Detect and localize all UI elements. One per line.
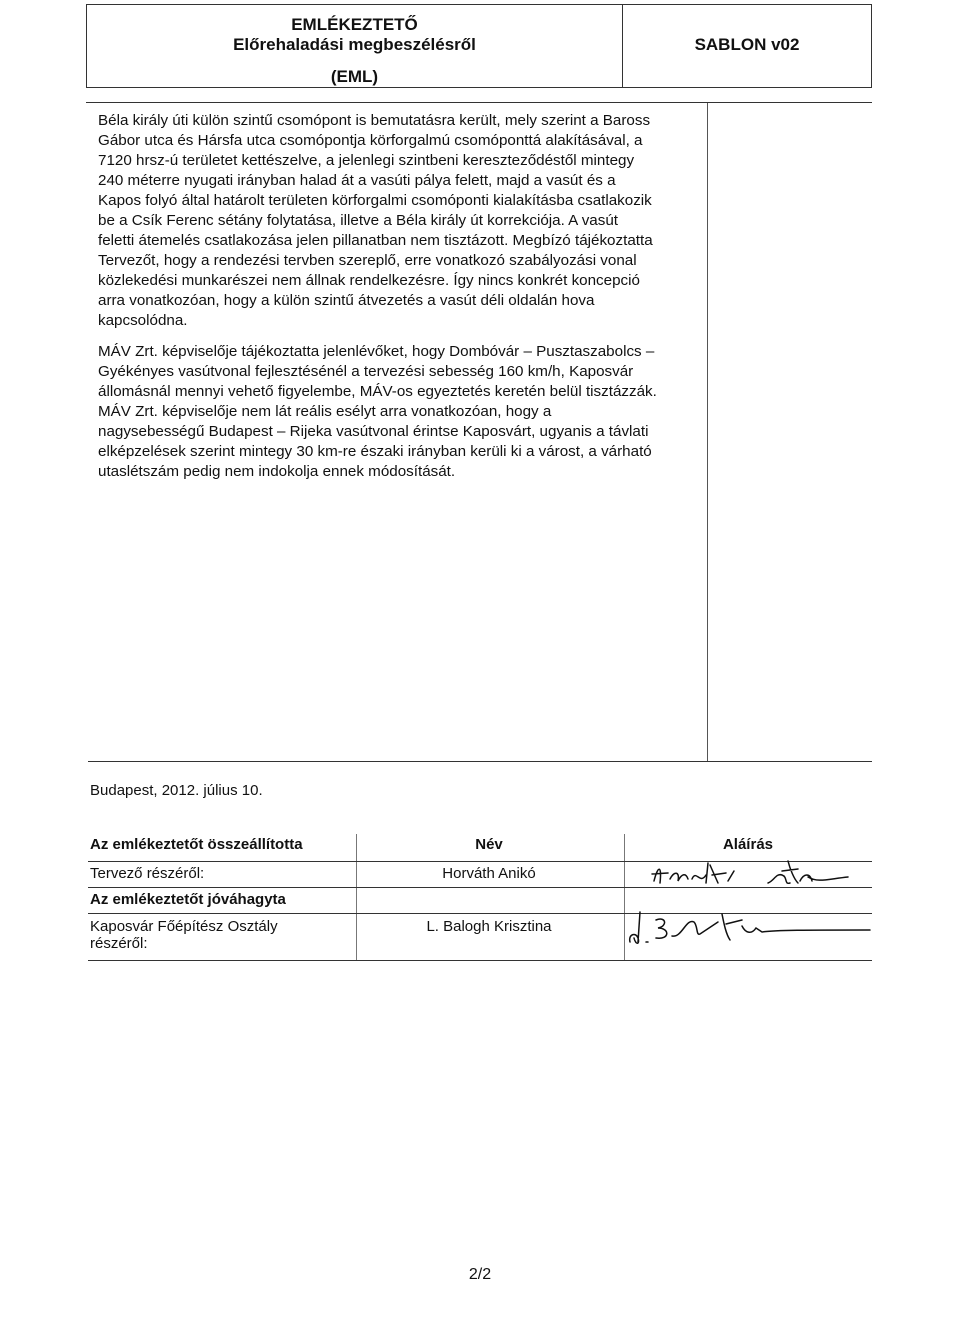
row-name: L. Balogh Krisztina [426,918,552,935]
table-rule [88,960,872,961]
signature-balogh [626,908,872,948]
paragraph-mav: MÁV Zrt. képviselője tájékoztatta jelenlévőket, hogy Dombóvár – Pusztaszabolcs – Gyékényes vasútvonal fejlesztésénél a tervezési sebesség 160 km/h, Kaposvár állomásnál mennyi vehető figyelembe, MÁV-os egyeztetés keretén belül tisztázzák. MÁV Zrt. képviselője nem lát reális esélyt arra vonatkozóan, hogy a nagysebességű Budapest – Rijeka vasútvonal érintse Kaposvárt, ugyanis a távlati elképzelések szerint mintegy 30 km-re északi irányban kerüli ki a várost, a várható utaslétszám pedig nem indokolja ennek módosítását. [98,343,657,480]
document-subtitle: Előrehaladási megbeszélésről [233,35,476,54]
top-rule [86,102,872,103]
document-title: EMLÉKEZTETŐ [291,15,418,34]
header-title-block [87,5,622,87]
table-rule [88,887,872,888]
header-signature: Aláírás [722,836,774,853]
template-version: SABLON v02 [694,35,800,54]
paragraph-bela-kiraly: Béla király úti külön szintű csomópont is bemutatásra került, mely szerint a Baross Gábor utca és Hársfa utca csomópontja körforgalmú csomóponttá alakításával, a 7120 hrsz-ú területet kettészelve, a jelenlegi szintbeni kereszteződéstől mintegy 240 méterre nyugati irányban halad át a vasúti pálya felett, majd a vasút és a Kapos folyó által határolt területen körforgalmi csomóponti kialakításba csatlakozik be a Csík Ferenc sétány folytatása, illetve a Béla király út korrekciója. A vasút feletti átemelés csatlakozása jelen pillanatban nem tisztázott. Megbízó tájékoztatta Tervezőt, hogy a rendezési tervben szereplő, erre vonatkozó szabályozási vonal közlekedési munkarészei nem állnak rendelkezésre. Így nincs konkrét koncepció arra vonatkozóan, hogy a külön szintű átvezetés a vasút déli oldalán hova kapcsolódna. [98,112,653,329]
row-label: Az emlékeztetőt jóváhagyta [90,891,286,908]
date-line: Budapest, 2012. július 10. [90,782,263,799]
row-label: Kaposvár Főépítész Osztály részéről: [90,918,278,952]
page-number: 2/2 [468,1266,492,1283]
header-name: Név [475,836,503,853]
row-name: Horváth Anikó [442,865,536,882]
document-header [86,4,872,88]
row-label: Tervező részéről: [90,865,205,882]
bottom-rule [88,761,872,762]
column-separator [624,834,625,960]
document-abbreviation: (EML) [330,67,379,86]
header-compiled-by: Az emlékeztetőt összeállította [90,836,303,853]
body-margin-line [707,103,708,761]
